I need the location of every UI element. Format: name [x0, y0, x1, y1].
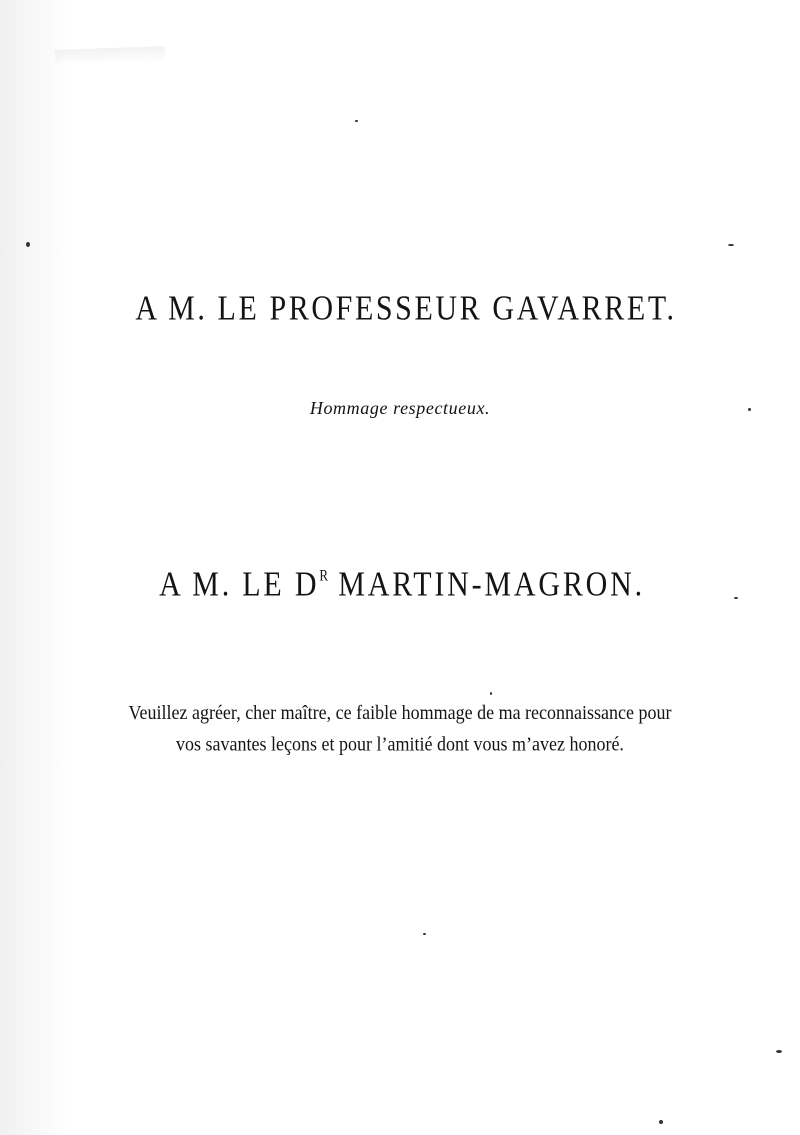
dedication-heading-martin-magron — [0, 565, 800, 605]
scan-smudge — [55, 46, 165, 66]
scan-speck — [355, 120, 358, 122]
paragraph-line-1: Veuillez agréer, cher maître, ce faible hommage de ma reconnaissance pour — [128, 701, 672, 724]
scan-speck — [490, 692, 492, 695]
scan-speck — [26, 242, 30, 247]
heading-superscript: R — [319, 566, 328, 584]
dedication-subtitle: Hommage respectueux. — [309, 398, 491, 418]
dedication-paragraph — [40, 697, 760, 760]
scan-speck — [748, 408, 751, 411]
heading-suffix: MARTIN-MAGRON. — [328, 564, 645, 604]
scan-speck — [659, 1120, 663, 1124]
scan-speck — [734, 597, 738, 599]
heading-prefix: A M. LE D — [159, 564, 320, 604]
scan-speck — [423, 933, 426, 935]
paragraph-line-2: vos savantes leçons et pour l’amitié dont vous m’avez honoré. — [176, 732, 624, 755]
dedication-heading-gavarret: A M. LE PROFESSEUR GAVARRET. — [135, 288, 677, 328]
scan-speck — [728, 244, 734, 246]
scan-speck — [776, 1050, 782, 1053]
